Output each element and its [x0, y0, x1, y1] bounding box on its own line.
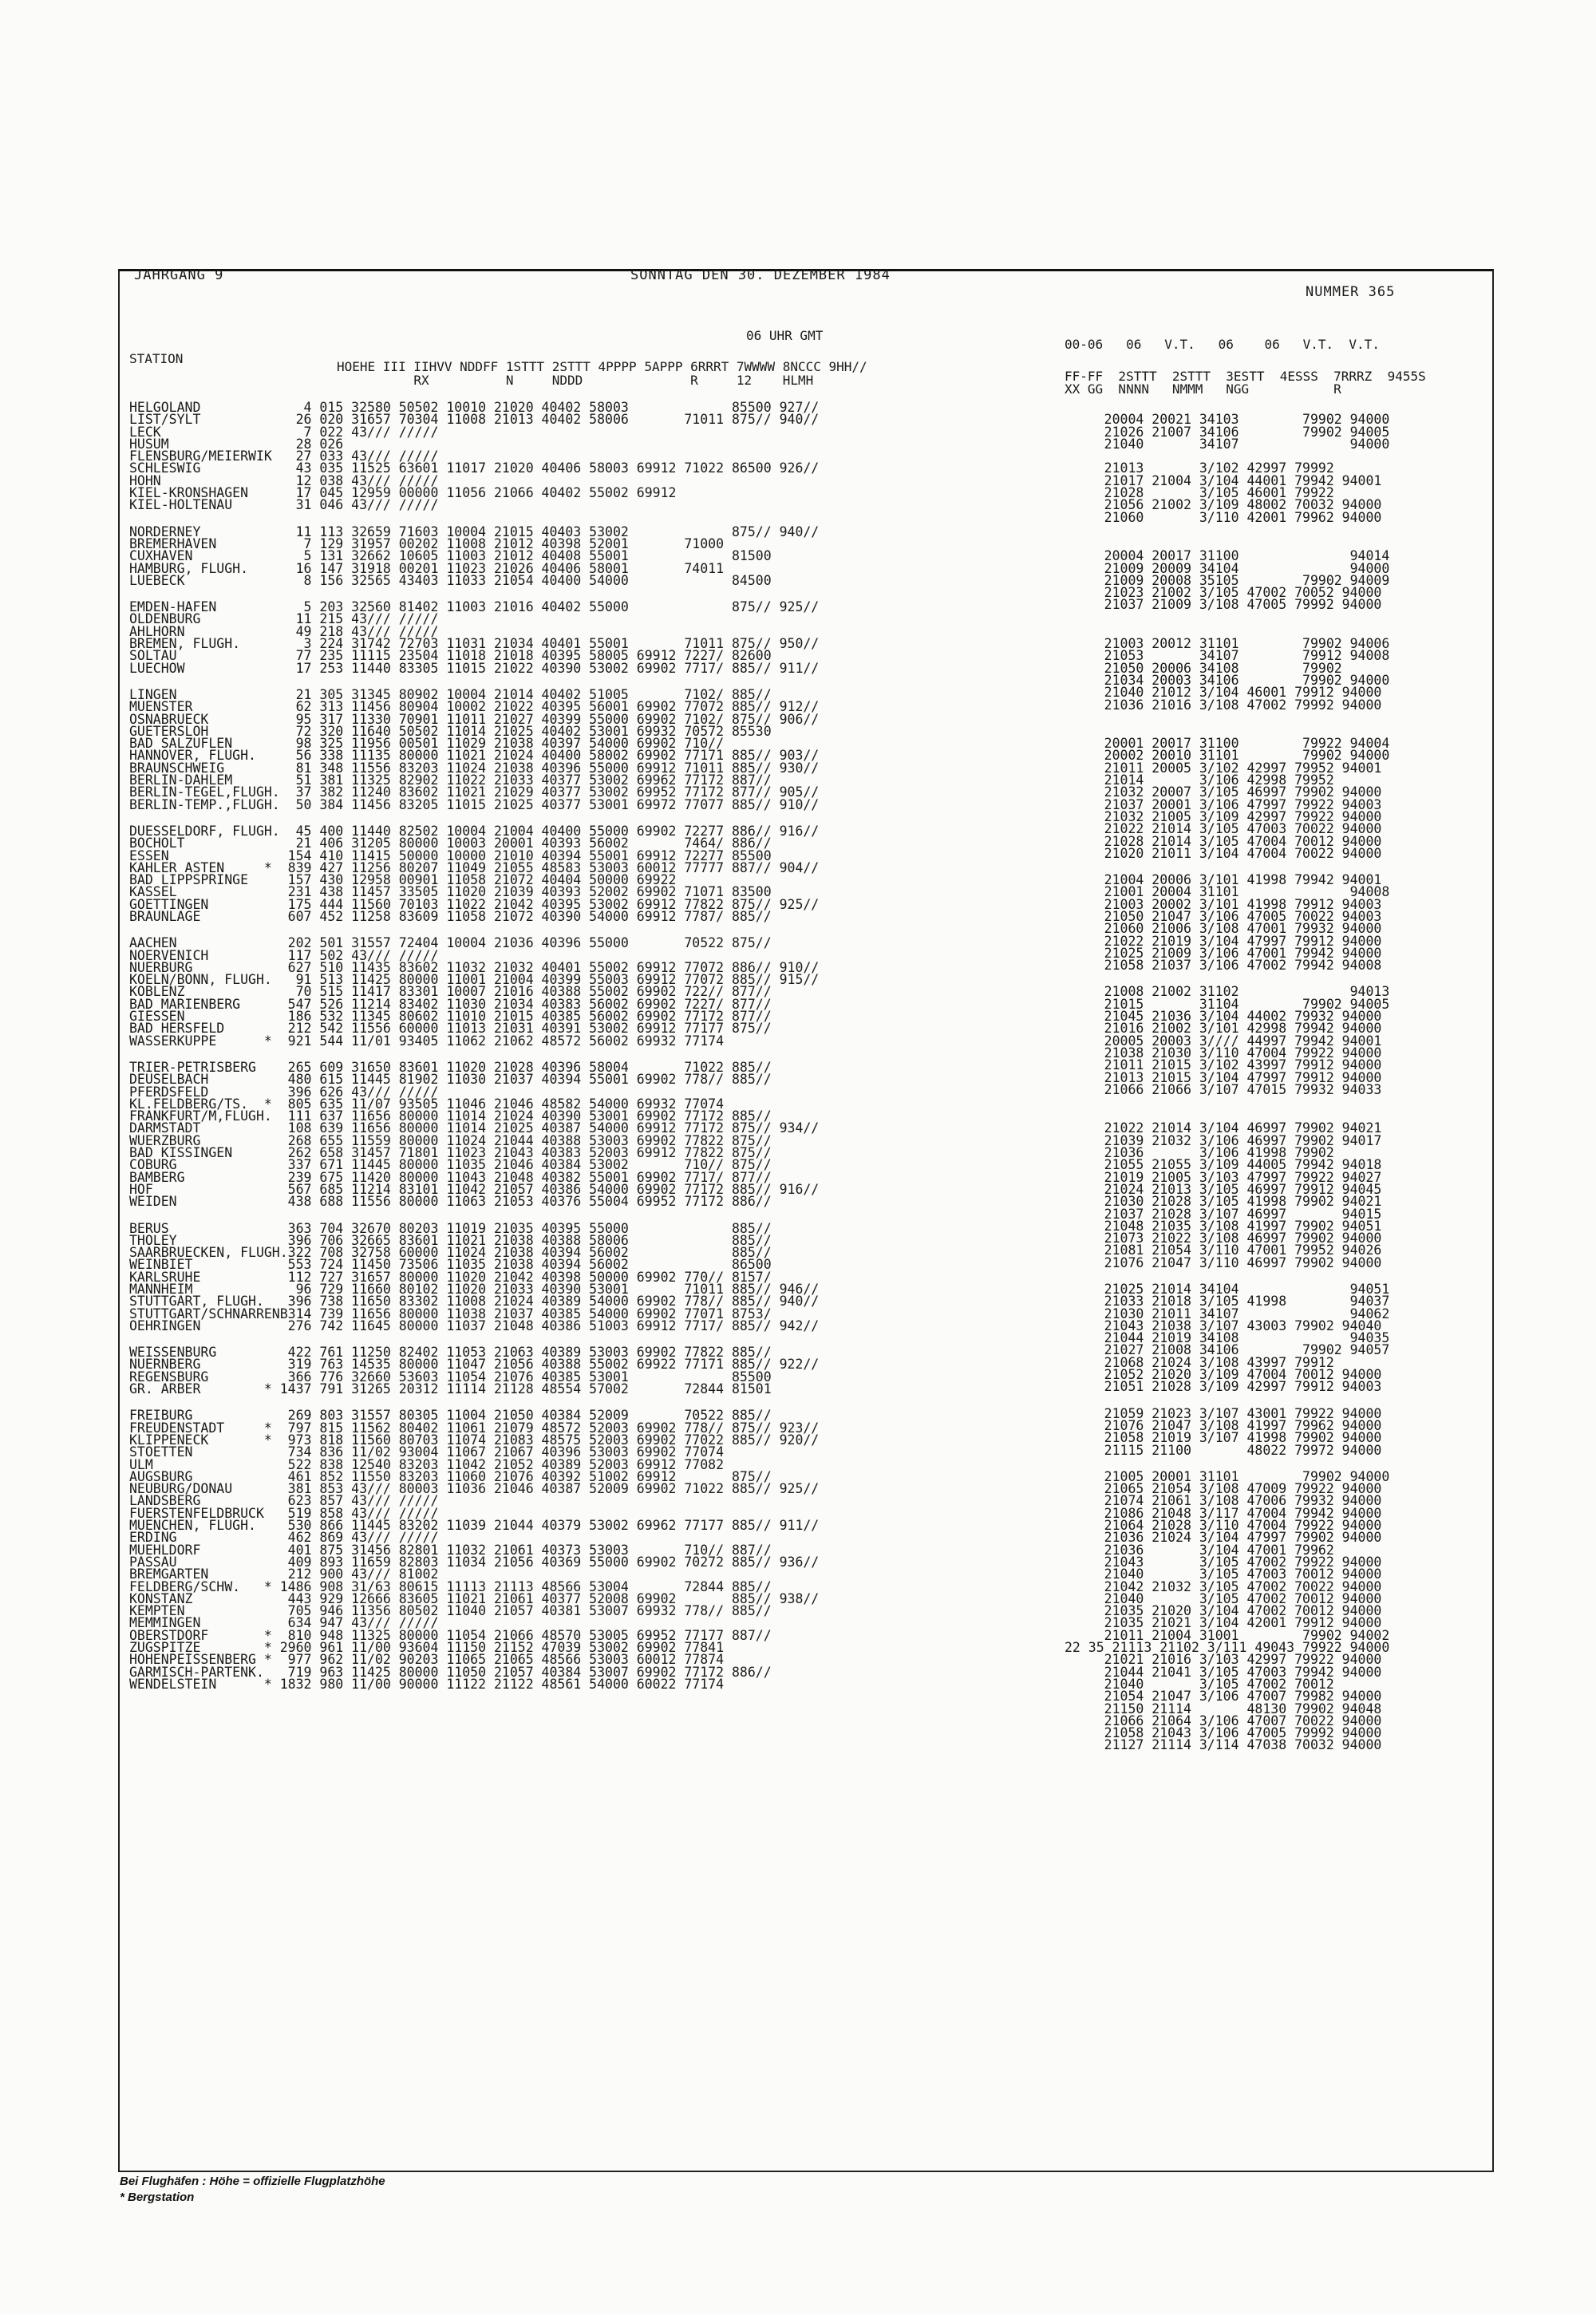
group-spacer — [1065, 1752, 1389, 1766]
station-row: SOLTAU 77 235 11115 23504 11018 21018 40395 58005 69912 7227/ 82600 — [129, 648, 772, 664]
supplement-row: 21039 21032 3/106 46997 79902 94017 — [1065, 1132, 1382, 1148]
station-row: KL.FELDBERG/TS. * 805 635 11/07 93505 11046 21046 48582 54000 69932 77074 — [129, 1096, 725, 1112]
group-spacer — [1065, 711, 1389, 725]
station-row: GARMISCH-PARTENK. 719 963 11425 80000 11050 21057 40384 53007 69902 77172 886// — [129, 1664, 772, 1680]
station-row: NUERBURG 627 510 11435 83602 11032 21032 40401 55002 69912 77072 886// 910// — [129, 959, 820, 975]
supplement-row: 20004 20021 34103 79902 94000 — [1065, 412, 1390, 428]
supplement-row: 21016 21002 3/101 42998 79942 94000 — [1065, 1021, 1382, 1037]
supplement-row: 21037 21028 3/107 46997 94015 — [1065, 1206, 1382, 1222]
station-row: KONSTANZ 443 929 12666 83605 11021 21061 40377 52008 69902 885// 938// — [129, 1590, 820, 1606]
station-row: HOHN 12 038 43/// ///// — [129, 472, 439, 488]
supplement-row: 21060 3/110 42001 79962 94000 — [1065, 509, 1382, 525]
supplement-row: 21050 20006 34108 79902 — [1065, 660, 1342, 676]
supplement-row: 21076 21047 3/110 46997 79902 94000 — [1065, 1254, 1382, 1270]
supplement-row: 21034 20003 34106 79902 94000 — [1065, 672, 1390, 688]
supplement-row: 21050 21047 3/106 47005 70022 94003 — [1065, 908, 1382, 924]
station-observation-table — [129, 401, 819, 1705]
issue-number: NUMMER 365 — [1306, 284, 1396, 300]
supplement-row: 21073 21022 3/108 46997 79902 94000 — [1065, 1231, 1382, 1246]
supplement-row: 20005 20003 3//// 44997 79942 94001 — [1065, 1033, 1382, 1049]
supplement-row: 21024 21013 3/105 46997 79912 94045 — [1065, 1181, 1382, 1197]
supplementary-table — [1065, 401, 1389, 1766]
supplement-row: 21008 21002 31102 94013 — [1065, 984, 1390, 1000]
supplement-row: 21011 21004 31001 79902 94002 — [1065, 1627, 1390, 1643]
supplement-row: 21086 21048 3/117 47004 79942 94000 — [1065, 1505, 1382, 1521]
station-row: CUXHAVEN 5 131 32662 10605 11003 21012 40408 55001 81500 — [129, 548, 772, 564]
station-row: AACHEN 202 501 31557 72404 10004 21036 40396 55000 70522 875// — [129, 935, 772, 951]
station-group — [129, 1220, 820, 1333]
station-row: HANNOVER, FLUGH. 56 338 11135 80000 11021 21024 40400 58002 69902 77171 885// 903// — [129, 748, 820, 764]
station-group — [129, 1409, 819, 1690]
station-row: PASSAU 409 893 11659 82803 11034 21056 40369 55000 69902 70272 885// 936// — [129, 1554, 820, 1570]
station-group — [129, 401, 819, 512]
station-row: LUEBECK 8 156 32565 43403 11033 21054 40400 54000 84500 — [129, 572, 772, 588]
station-row: SAARBRUECKEN, FLUGH.322 708 32758 60000 11024 21038 40394 56002 885// — [129, 1245, 772, 1261]
station-header: STATION — [129, 351, 184, 366]
supplement-row: 21013 21015 3/104 47997 79912 94000 — [1065, 1069, 1382, 1085]
station-row: GUETERSLOH 72 320 11640 50502 11014 21025 40402 53001 69932 70572 85530 — [129, 723, 772, 739]
station-row: AUGSBURG 461 852 11550 83203 11060 21076 40392 51002 69912 875// — [129, 1468, 772, 1484]
observation-time: 06 UHR GMT — [746, 328, 824, 343]
station-row: COBURG 337 671 11445 80000 11035 21046 40384 53002 710// 875// — [129, 1157, 772, 1173]
supplement-row: 21058 21019 3/107 41998 79902 94000 — [1065, 1430, 1382, 1446]
supplement-row: 21020 21011 3/104 47004 70022 94000 — [1065, 845, 1382, 861]
footnote — [120, 2174, 385, 2206]
supplement-row: 21036 3/104 47001 79962 — [1065, 1542, 1334, 1558]
station-row: DEUSELBACH 480 615 11445 81902 11030 21037 40394 55001 69902 778// 885// — [129, 1072, 772, 1088]
station-row: KIEL-KRONSHAGEN 17 045 12959 00000 11056 21066 40402 55002 69912 — [129, 485, 677, 501]
supplement-row: 20002 20010 31101 79902 94000 — [1065, 748, 1390, 764]
station-row: FUERSTENFELDBRUCK 519 858 43/// ///// — [129, 1505, 439, 1521]
supplement-row: 21037 21009 3/108 47005 79992 94000 — [1065, 597, 1382, 613]
main-code-header-2: RX N NDDD R 12 HLMH — [337, 373, 814, 388]
supplement-group — [1065, 986, 1389, 1096]
station-row: GR. ARBER * 1437 791 31265 20312 11114 21128 48554 57002 72844 81501 — [129, 1381, 772, 1397]
station-row: NORDERNEY 11 113 32659 71603 10004 21015 40403 53002 875// 940// — [129, 523, 820, 539]
station-row: LANDSBERG 623 857 43/// ///// — [129, 1493, 439, 1509]
supplement-row: 21026 21007 34106 79902 94005 — [1065, 424, 1390, 440]
station-group — [129, 686, 820, 812]
station-row: GOETTINGEN 175 444 11560 70103 11022 21042 40395 53002 69912 77822 875// 925// — [129, 896, 820, 912]
station-row: WEIDEN 438 688 11556 80000 11063 21053 40376 55004 69952 77172 886// — [129, 1194, 772, 1210]
station-row: HAMBURG, FLUGH. 16 147 31918 00201 11023 21026 40406 58001 74011 — [129, 560, 725, 576]
station-row: PFERDSFELD 396 626 43/// ///// — [129, 1084, 439, 1100]
station-row: LIST/SYLT 26 020 31657 70304 11008 21013 40402 58006 71011 875// 940// — [129, 412, 820, 428]
station-row: LECK 7 022 43/// ///// — [129, 424, 439, 440]
supplement-row: 21037 20001 3/106 47997 79922 94003 — [1065, 796, 1382, 812]
station-row: BAD LIPPSPRINGE 157 430 12958 00901 11058 21072 40404 50000 69922 — [129, 872, 677, 888]
station-row: BAD SALZUFLEN 98 325 11956 00501 11029 21038 40397 54000 69902 710// — [129, 736, 725, 752]
station-row: KEMPTEN 705 946 11356 80502 11040 21057 40381 53007 69932 778// 885// — [129, 1603, 772, 1619]
station-row: BOCHOLT 21 406 31205 80000 10003 20001 40393 56002 7464/ 886// — [129, 836, 772, 851]
station-row: KARLSRUHE 112 727 31657 80000 11020 21042 40398 50000 69902 770// 8157/ — [129, 1269, 772, 1285]
supplement-row: 21019 21005 3/103 47997 79922 94027 — [1065, 1169, 1382, 1185]
supplement-row: 21040 3/105 47002 70012 94000 — [1065, 1590, 1382, 1606]
supplement-row: 21022 21014 3/105 47003 70022 94000 — [1065, 821, 1382, 837]
main-code-header-1: HOEHE III IIHVV NDDFF 1STTT 2STTT 4PPPP 5APPP 6RRRT 7WWWW 8NCCC 9HH// — [337, 359, 867, 374]
station-row: STUTTGART/SCHNARRENB314 739 11656 80000 11038 21037 40385 54000 69902 77071 8753/ — [129, 1306, 772, 1321]
station-row: REGENSBURG 366 776 32660 53603 11054 21076 40385 53001 85500 — [129, 1369, 772, 1385]
right-header-1: 00-06 06 V.T. 06 06 V.T. V.T. — [1065, 337, 1380, 352]
supplement-group — [1065, 1283, 1389, 1393]
station-row: TRIER-PETRISBERG 265 609 31650 83601 11020 21028 40396 58004 71022 885// — [129, 1059, 772, 1075]
station-row: FREUDENSTADT * 797 815 11562 80402 11061 21079 48572 52003 69902 778// 875// 923// — [129, 1420, 820, 1436]
station-row: WEISSENBURG 422 761 11250 82402 11053 21063 40389 53003 69902 77822 885// — [129, 1345, 772, 1361]
station-row: LINGEN 21 305 31345 80902 10004 21014 40402 51005 7102/ 885// — [129, 686, 772, 702]
station-row: KLIPPENECK * 973 818 11560 80703 11074 21083 48575 52003 69902 77022 885// 920// — [129, 1432, 820, 1448]
group-spacer — [1065, 611, 1389, 626]
supplement-row: 21115 21100 48022 79972 94000 — [1065, 1442, 1382, 1458]
group-spacer — [1065, 523, 1389, 538]
station-row: HOHENPEISSENBERG * 977 962 11/02 90203 11065 21065 48566 53003 60012 77874 — [129, 1652, 725, 1668]
supplement-row: 21036 21024 3/104 47997 79902 94000 — [1065, 1530, 1382, 1546]
station-row: OBERSTDORF * 810 948 11325 80000 11054 21066 48570 53005 69952 77177 887// — [129, 1627, 772, 1643]
supplement-group — [1065, 725, 1389, 859]
station-row: MUENSTER 62 313 11456 80904 10002 21022 40395 56001 69902 77072 885// 912// — [129, 699, 820, 715]
supplement-row: 21040 34107 94000 — [1065, 436, 1390, 452]
station-row: BRAUNLAGE 607 452 11258 83609 11058 21072 40390 54000 69912 7787/ 885// — [129, 908, 772, 924]
supplement-row: 21058 21043 3/106 47005 79992 94000 — [1065, 1725, 1382, 1741]
supplement-row: 21053 34107 79912 94008 — [1065, 648, 1390, 664]
supplement-row: 21150 21114 48130 79902 94048 — [1065, 1701, 1382, 1716]
station-row: OEHRINGEN 276 742 11645 80000 11037 21048 40386 51003 69912 7717/ 885// 942// — [129, 1317, 820, 1333]
station-row: KASSEL 231 438 11457 33505 11020 21039 40393 52002 69902 71071 83500 — [129, 884, 772, 900]
station-row: KOBLENZ 70 515 11417 83301 10007 21016 40388 55002 69902 722// 877// — [129, 984, 772, 1000]
supplement-row: 21017 21004 3/104 44001 79942 94001 — [1065, 472, 1382, 488]
supplement-row: 21055 21055 3/109 44005 79942 94018 — [1065, 1157, 1382, 1173]
supplement-row: 21015 31104 79902 94005 — [1065, 996, 1390, 1012]
group-spacer — [129, 1690, 819, 1705]
station-row: STUTTGART, FLUGH. 396 738 11650 83302 11008 21024 40389 54000 69902 778// 885// 940// — [129, 1294, 820, 1310]
supplement-row: 21065 21054 3/108 47009 79922 94000 — [1065, 1481, 1382, 1497]
supplement-row: 21066 21066 3/107 47015 79932 94033 — [1065, 1081, 1382, 1097]
station-row: OSNABRUECK 95 317 11330 70901 11011 21027 40399 55000 69902 7102/ 875// 906// — [129, 711, 820, 727]
supplement-row: 21040 3/105 47003 70012 94000 — [1065, 1566, 1382, 1582]
station-row: KOELN/BONN, FLUGH. 91 513 11425 80000 11001 21004 40399 55003 69912 77072 885// 915// — [129, 972, 820, 988]
supplement-row: 21068 21024 3/108 43997 79912 — [1065, 1354, 1334, 1370]
station-row: WUERZBURG 268 655 11559 80000 11024 21044 40388 53003 69902 77822 875// — [129, 1132, 772, 1148]
supplement-row: 21011 20005 3/102 42997 79952 94001 — [1065, 760, 1382, 776]
supplement-row: 21052 21020 3/109 47004 70012 94000 — [1065, 1367, 1382, 1383]
supplement-row: 21013 3/102 42997 79992 — [1065, 460, 1334, 476]
supplement-row: 21022 21014 3/104 46997 79902 94021 — [1065, 1120, 1382, 1136]
supplement-row: 21056 21002 3/109 48002 70032 94000 — [1065, 497, 1382, 513]
station-row: LUECHOW 17 253 11440 83305 11015 21022 40390 53002 69902 7717/ 885// 911// — [129, 660, 820, 676]
supplement-row: 21033 21018 3/105 41998 94037 — [1065, 1294, 1390, 1310]
supplement-row: 21043 3/105 47002 79922 94000 — [1065, 1554, 1382, 1570]
station-row: BREMGARTEN 212 900 43/// 81002 — [129, 1566, 439, 1582]
station-row: MUEHLDORF 401 875 31456 82801 11032 21061 40373 53003 710// 887// — [129, 1542, 772, 1558]
footnote-airport-height: Bei Flughäfen : Höhe = offizielle Flugplatzhöhe — [120, 2175, 385, 2188]
supplement-row: 22 35 21113 21102 3/111 49043 79922 94000 — [1065, 1640, 1390, 1656]
supplement-row: 21030 21011 34107 94062 — [1065, 1306, 1390, 1321]
supplement-row: 21038 21030 3/110 47004 79922 94000 — [1065, 1045, 1382, 1061]
supplement-row: 21025 21009 3/106 47001 79942 94000 — [1065, 945, 1382, 961]
station-row: AHLHORN 49 218 43/// ///// — [129, 623, 439, 639]
supplement-row: 21032 21005 3/109 42997 79922 94000 — [1065, 808, 1382, 824]
station-row: WEINBIET 553 724 11450 73506 11035 21038 40394 56002 86500 — [129, 1257, 772, 1273]
station-group — [129, 825, 819, 922]
station-row: BERLIN-DAHLEM 51 381 11325 82902 11022 21033 40377 53002 69962 77172 887// — [129, 772, 772, 788]
supplement-row: 21011 21015 3/102 43997 79912 94000 — [1065, 1057, 1382, 1073]
supplement-row: 21043 21038 3/107 43003 79902 94040 — [1065, 1317, 1382, 1333]
station-row: SCHLESWIG 43 035 11525 63601 11017 21020 40406 58003 69912 71022 86500 926// — [129, 460, 820, 476]
right-header-2: FF-FF 2STTT 2STTT 3ESTT 4ESSS 7RRRZ 9455S — [1065, 369, 1426, 384]
supplement-row: 21009 20009 34104 94000 — [1065, 560, 1390, 576]
supplement-row: 21035 21020 3/104 47002 70012 94000 — [1065, 1603, 1382, 1619]
supplement-row: 21030 21028 3/105 41998 79902 94021 — [1065, 1194, 1382, 1210]
station-row: BREMEN, FLUGH. 3 224 31742 72703 11031 21034 40401 55001 71011 875// 950// — [129, 636, 820, 652]
station-row: ERDING 462 869 43/// ///// — [129, 1530, 439, 1546]
supplement-row: 21028 3/105 46001 79922 — [1065, 485, 1334, 501]
station-row: FLENSBURG/MEIERWIK 27 033 43/// ///// — [129, 448, 439, 464]
station-row: WASSERKUPPE * 921 544 11/01 93405 11062 21062 48572 56002 69932 77174 — [129, 1033, 725, 1049]
station-row: BAD KISSINGEN 262 658 31457 71801 11023 21043 40383 52003 69912 77822 875// — [129, 1145, 772, 1161]
group-spacer — [1065, 1393, 1389, 1408]
supplement-row: 21003 20002 3/101 41998 79912 94003 — [1065, 896, 1382, 912]
supplement-row: 21045 21036 3/104 44002 79932 94000 — [1065, 1009, 1382, 1025]
supplement-row: 21036 3/106 41998 79902 — [1065, 1145, 1334, 1161]
station-row: ULM 522 838 12540 83203 11042 21052 40389 52003 69912 77082 — [129, 1456, 725, 1472]
supplement-row: 21001 20004 31101 94008 — [1065, 884, 1390, 900]
station-group — [129, 1061, 819, 1208]
supplement-group — [1065, 1110, 1389, 1269]
station-row: GIESSEN 186 532 11345 80602 11010 21015 40385 56002 69902 77172 877// — [129, 1009, 772, 1025]
supplement-row: 21060 21006 3/108 47001 79932 94000 — [1065, 921, 1382, 937]
supplement-group — [1065, 872, 1390, 974]
supplement-row: 21127 21114 3/114 47038 70032 94000 — [1065, 1737, 1382, 1753]
station-row: NUERNBERG 319 763 14535 80000 11047 21056 40388 55002 69922 77171 885// 922// — [129, 1357, 820, 1373]
station-row: FREIBURG 269 803 31557 80305 11004 21050 40384 52009 70522 885// — [129, 1408, 772, 1424]
supplement-row: 20004 20017 31100 94014 — [1065, 548, 1390, 564]
station-row: ZUGSPITZE * 2960 961 11/00 93604 11150 21152 47039 53002 69902 77841 — [129, 1640, 725, 1656]
station-row: MANNHEIM 96 729 11660 80102 11020 21033 40390 53001 71011 885// 946// — [129, 1282, 820, 1297]
volume-label: JAHRGANG 9 — [134, 267, 224, 283]
supplement-row: 21059 21023 3/107 43001 79922 94000 — [1065, 1405, 1382, 1421]
station-row: OLDENBURG 11 215 43/// ///// — [129, 611, 439, 627]
station-row: BREMERHAVEN 7 129 31957 00202 11008 21012 40398 52001 71000 — [129, 535, 725, 551]
station-group — [129, 523, 820, 588]
station-row: HUSUM 28 026 — [129, 436, 344, 452]
station-row: BRAUNSCHWEIG 81 348 11556 83203 11024 21038 40396 55000 69912 71011 885// 930// — [129, 760, 820, 776]
station-row: NOERVENICH 117 502 43/// ///// — [129, 947, 439, 963]
station-group — [129, 601, 819, 674]
station-row: BERLIN-TEGEL,FLUGH. 37 382 11240 83602 11021 21029 40377 53002 69952 77172 877// 905// — [129, 784, 820, 800]
supplement-row: 21074 21061 3/108 47006 79932 94000 — [1065, 1493, 1382, 1509]
station-row: BERUS 363 704 32670 80203 11019 21035 40395 55000 885// — [129, 1220, 772, 1236]
supplement-row: 21044 21019 34108 94035 — [1065, 1330, 1390, 1346]
group-spacer — [129, 512, 819, 526]
supplement-row: 21051 21028 3/109 42997 79912 94003 — [1065, 1379, 1382, 1395]
supplement-row: 21027 21008 34106 79902 94057 — [1065, 1342, 1390, 1358]
station-row: WENDELSTEIN * 1832 980 11/00 90000 11122 21122 48561 54000 60022 77174 — [129, 1676, 725, 1692]
supplement-group — [1065, 626, 1389, 711]
station-row: HELGOLAND 4 015 32580 50502 10010 21020 40402 58003 85500 927// — [129, 400, 820, 415]
station-row: DUESSELDORF, FLUGH. 45 400 11440 82502 10004 21004 40400 55000 69902 72277 886// 916// — [129, 823, 820, 839]
group-spacer — [1065, 1096, 1389, 1110]
supplement-row: 21023 21002 3/105 47002 70052 94000 — [1065, 585, 1382, 601]
supplement-row: 21054 21047 3/106 47007 79982 94000 — [1065, 1689, 1382, 1705]
station-row: HOF 567 685 11214 83101 11042 21057 40386 54000 69902 77172 885// 916// — [129, 1181, 820, 1197]
station-row: MEMMINGEN 634 947 43/// ///// — [129, 1615, 439, 1631]
supplement-row: 21035 21021 3/104 42001 79912 94000 — [1065, 1615, 1382, 1631]
date-label: SONNTAG DEN 30. DEZEMBER 1984 — [630, 267, 891, 283]
supplement-row: 20001 20017 31100 79922 94004 — [1065, 736, 1390, 752]
station-row: KIEL-HOLTENAU 31 046 43/// ///// — [129, 497, 439, 513]
supplement-row: 21025 21014 34104 94051 — [1065, 1282, 1390, 1297]
station-row: BERLIN-TEMP.,FLUGH. 50 384 11456 83205 11015 21025 40377 53001 69972 77077 885// 910// — [129, 796, 820, 812]
station-group — [129, 937, 819, 1047]
supplement-row: 21004 20006 3/101 41998 79942 94001 — [1065, 872, 1382, 888]
station-row: MUENCHEN, FLUGH. 530 866 11445 83202 11039 21044 40379 53002 69962 77177 885// 911// — [129, 1518, 820, 1534]
supplement-row: 21066 21064 3/106 47007 70022 94000 — [1065, 1713, 1382, 1728]
station-row: BAD MARIENBERG 547 526 11214 83402 11030 21034 40383 56002 69902 7227/ 877// — [129, 996, 772, 1012]
supplement-row: 21003 20012 31101 79902 94006 — [1065, 636, 1390, 652]
station-row: BAMBERG 239 675 11420 80000 11043 21048 40382 55001 69902 7717/ 877// — [129, 1169, 772, 1185]
supplement-row: 21040 3/105 47002 70012 — [1065, 1676, 1334, 1692]
supplement-group — [1065, 1468, 1390, 1753]
right-header-3: XX GG NNNN NMMM NGG R — [1065, 381, 1341, 397]
station-row: EMDEN-HAFEN 5 203 32560 81402 11003 21016 40402 55000 875// 925// — [129, 599, 820, 615]
station-row: FELDBERG/SCHW. * 1486 908 31/63 80615 11113 21113 48566 53004 72844 885// — [129, 1578, 772, 1594]
station-row: FRANKFURT/M,FLUGH. 111 637 11656 80000 11014 21024 40390 53001 69902 77172 885// — [129, 1108, 772, 1124]
supplement-group — [1065, 538, 1389, 611]
station-row: THOLEY 396 706 32665 83601 11021 21038 40388 58006 885// — [129, 1232, 772, 1248]
station-row: DARMSTADT 108 639 11656 80000 11014 21025 40387 54000 69912 77172 875// 934// — [129, 1120, 820, 1136]
supplement-row: 21076 21047 3/108 41997 79962 94000 — [1065, 1417, 1382, 1433]
supplement-row: 21014 3/106 42998 79952 — [1065, 772, 1334, 788]
supplement-row: 21005 20001 31101 79902 94000 — [1065, 1468, 1390, 1484]
supplement-row: 21042 21032 3/105 47002 70022 94000 — [1065, 1578, 1382, 1594]
supplement-row: 21036 21016 3/108 47002 79992 94000 — [1065, 697, 1382, 713]
supplement-row: 21021 21016 3/103 42997 79922 94000 — [1065, 1652, 1382, 1668]
footnote-mountain-station: * Bergstation — [120, 2191, 195, 2204]
station-row: KAHLER ASTEN * 839 427 11256 80207 11049 21055 48583 53003 60012 77777 887// 904// — [129, 859, 820, 875]
supplement-group — [1065, 401, 1389, 523]
station-row: NEUBURG/DONAU 381 853 43/// 80003 11036 21046 40387 52009 69902 71022 885// 925// — [129, 1481, 820, 1497]
supplement-row: 21022 21019 3/104 47997 79912 94000 — [1065, 933, 1382, 949]
supplement-row: 21058 21037 3/106 47002 79942 94008 — [1065, 958, 1382, 974]
supplement-row: 21044 21041 3/105 47003 79942 94000 — [1065, 1664, 1382, 1680]
supplement-group — [1065, 1405, 1389, 1458]
supplement-row: 21009 20008 35105 79902 94009 — [1065, 572, 1390, 588]
station-row: ESSEN 154 410 11415 50000 10000 21010 40394 55001 69912 72277 85500 — [129, 847, 772, 863]
supplement-row: 21081 21054 3/110 47001 79952 94026 — [1065, 1242, 1382, 1258]
station-row: BAD HERSFELD 212 542 11556 60000 11013 21031 40391 53002 69912 77177 875// — [129, 1021, 772, 1037]
supplement-row: 21064 21028 3/110 47004 79922 94000 — [1065, 1518, 1382, 1534]
supplement-row: 21040 21012 3/104 46001 79912 94000 — [1065, 685, 1382, 701]
station-group — [129, 1346, 819, 1395]
supplement-row: 21028 21014 3/105 47004 70012 94000 — [1065, 833, 1382, 849]
station-row: STOETTEN 734 836 11/02 93004 11067 21067 40396 53003 69902 77074 — [129, 1444, 725, 1460]
group-spacer — [129, 1208, 819, 1223]
supplement-row: 21048 21035 3/108 41997 79902 94051 — [1065, 1218, 1382, 1234]
supplement-row: 21032 20007 3/105 46997 79902 94000 — [1065, 784, 1382, 800]
